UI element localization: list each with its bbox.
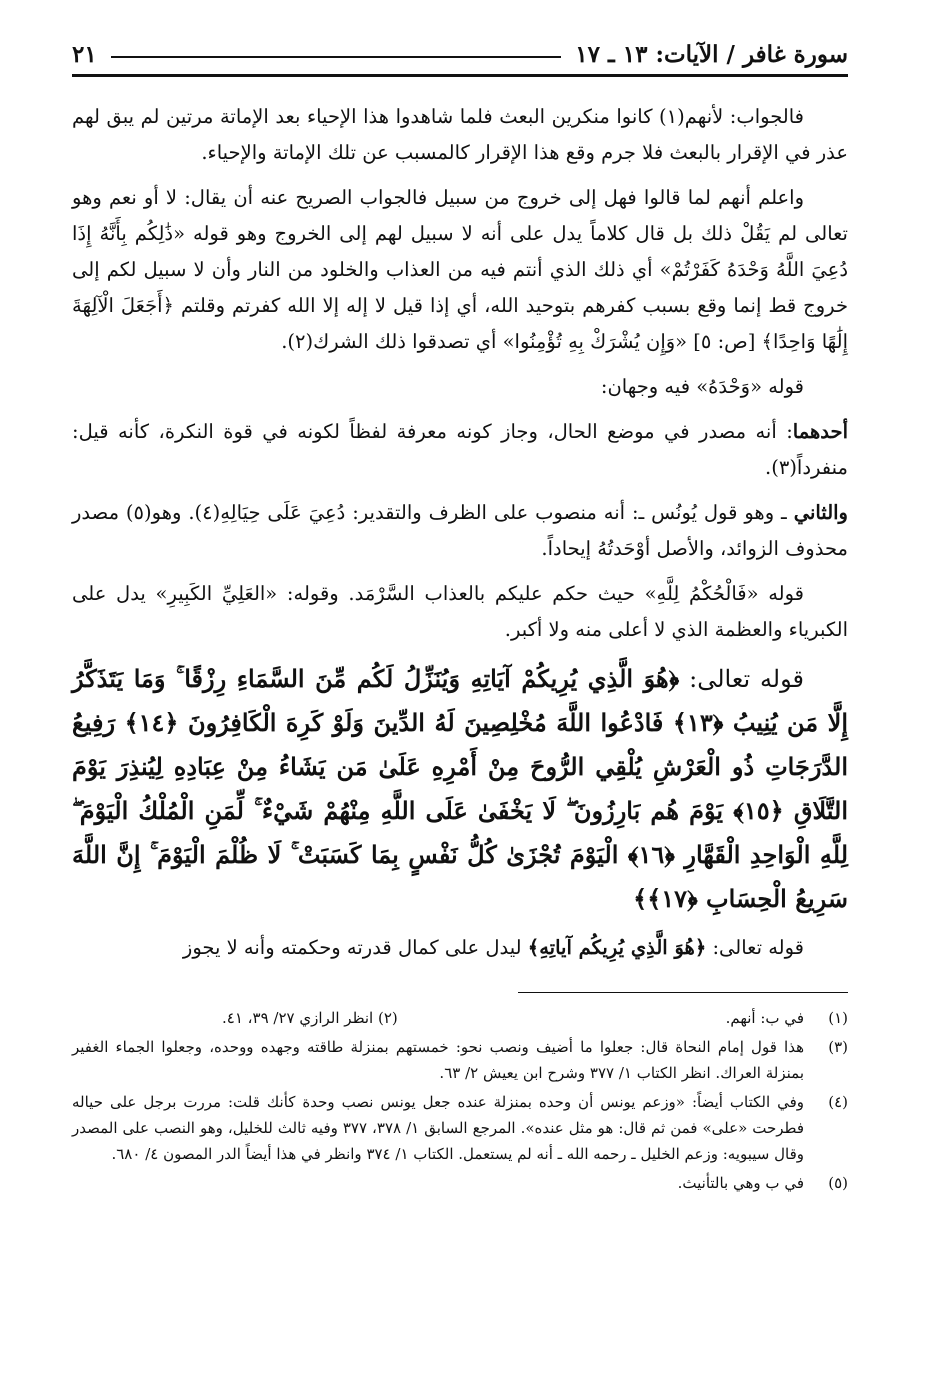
paragraph-commentary: [72, 930, 848, 966]
footnote-number: (٤): [828, 1093, 848, 1111]
paragraph-judgment: قوله «فَالْحُكْمُ لِلَّهِ» حيث حكم عليكم بالعذاب السَّرْمَد. وقوله: «العَلِيِّ الكَبِيرِ» يدل على الكبرياء والعظمة الذي لا أعلى منه ولا أكبر.: [72, 582, 848, 641]
paragraph-second-aspect: [72, 495, 848, 567]
first-aspect-label: أحدهما: [792, 420, 848, 443]
second-aspect-text: ـ وهو قول يُونُس ـ: أنه منصوب على الظرف والتقدير: دُعِيَ عَلَى حِيَالِهِ(٤). وهو(٥) مصدر محذوف الزوائد، والأصل أوْحَدتُهُ إيحاداً.: [72, 501, 848, 560]
main-text: [72, 99, 848, 966]
quran-verse-text: ﴿هُوَ الَّذِي يُرِيكُمْ آيَاتِهِ وَيُنَزِّلُ لَكُم مِّنَ السَّمَاءِ رِزْقًا ۚ وَمَا يَتَذَكَّرُ إِلَّا مَن يُنِيبُ ﴿١٣﴾ فَادْعُوا اللَّهَ مُخْلِصِينَ لَهُ الدِّينَ وَلَوْ كَرِهَ الْكَافِرُونَ ﴿١٤﴾ رَفِيعُ الدَّرَجَاتِ ذُو الْعَرْشِ يُلْقِي الرُّوحَ مِنْ أَمْرِهِ عَلَىٰ مَن يَشَاءُ مِنْ عِبَادِهِ لِيُنذِرَ يَوْمَ التَّلَاقِ ﴿١٥﴾ يَوْمَ هُم بَارِزُونَ ۖ لَا يَخْفَىٰ عَلَى اللَّهِ مِنْهُمْ شَيْءٌ ۚ لِّمَنِ الْمُلْكُ الْيَوْمَ ۖ لِلَّهِ الْوَاحِدِ الْقَهَّارِ ﴿١٦﴾ الْيَوْمَ تُجْزَىٰ كُلُّ نَفْسٍ بِمَا كَسَبَتْ ۚ لَا ظُلْمَ الْيَوْمَ ۚ إِنَّ اللَّهَ سَرِيعُ الْحِسَابِ ﴿١٧﴾﴾: [72, 664, 849, 913]
paragraph-answer: فالجواب: لأنهم(١) كانوا منكرين البعث فلما شاهدوا هذا الإحياء بعد الإماتة مرتين لم يبق لهم عذر في الإقرار بالبعث فلا جرم وقع هذا الإقرار كالمسبب عن تلك الإماتة والإحياء.: [72, 105, 848, 164]
footnote-text: وفي الكتاب أيضاً: «وزعم يونس أن وحده بمنزلة عنده جعل يونس نصب وحدة كأنك قلت: مررت برجل على حياله فطرحت «على» فمن ثم قال: هو مثل عنده». المرجع السابق ١/ ٣٧٨، ٣٧٧ وفيه ثالث للخليل، وهو النصب على المصدر وقال سيبويه: وزعم الخليل ـ رحمه الله ـ أنه لم يستعمل. الكتاب ١/ ٣٧٤ وانظر في هذا أيضاً الدر المصون ٤/ ٦٨٠.: [72, 1093, 805, 1163]
header-title: سورة غافر / الآيات: ١٣ ـ ١٧: [575, 41, 848, 68]
commentary-prefix: قوله تعالى:: [706, 936, 804, 959]
running-header: [72, 40, 848, 77]
second-aspect-label: والثاني: [793, 501, 848, 524]
header-rule: [111, 56, 562, 58]
quran-intro: قوله تعالى:: [689, 665, 804, 693]
page-number: ٢١: [72, 41, 97, 68]
first-aspect-text: : أنه مصدر في موضع الحال، وجاز كونه معرفة لفظاً لكونه في قوة النكرة، كأنه قيل: منفرداً(٣).: [72, 420, 848, 479]
footnote-text: في ب: أنهم.: [725, 1009, 804, 1027]
footnote-text: هذا قول إمام النحاة قال: جعلوا ما أضيف ونصب نحو: خمستهم بمنزلة طاقته وجهده ووحده، وجعلوا الجماء الغفير بمنزلة العراك. انظر الكتاب ١/ ٣٧٧ وشرح ابن يعيش ٢/ ٦٣.: [72, 1038, 804, 1082]
commentary-text: ليدل على كمال قدرته وحكمته وأنه لا يجوز: [182, 936, 528, 959]
paragraph-explanation: واعلم أنهم لما قالوا فهل إلى خروج من سبيل فالجواب الصريح عنه أن يقال: لا أو نعم وهو تعالى لم يَقُلْ ذلك بل قال كلاماً يدل على أنه لا سبيل لهم إلى الخروج وهو قوله «ذَٰلِكُم بِأَنَّهُ إِذَا دُعِيَ اللَّهُ وَحْدَهُ كَفَرْتُمْ» أي ذلك الذي أنتم فيه من العذاب والخلود من النار وأن لا سبيل لكم إلى خروج قط إنما وقع بسبب كفرهم بتوحيد الله، أي إذا قيل لا إله إلا الله كفرتم وقلتم ﴿أَجَعَلَ الْآلِهَةَ إِلَٰهًا وَاحِدًا﴾ [ص: ٥] «وَإِن يُشْرَكْ بِهِ تُؤْمِنُوا» أي تصدقوا ذلك الشرك(٢).: [72, 186, 848, 353]
footnotes: [72, 1005, 848, 1196]
footnote-number: (٣): [828, 1038, 848, 1056]
footnote-row-1-2: [72, 1005, 848, 1034]
paragraph-two-aspects: قوله «وَحْدَهُ» فيه وجهان:: [600, 375, 804, 398]
quran-verses: [72, 657, 848, 921]
footnote-text: في ب وهي بالتأنيث.: [677, 1174, 804, 1192]
footnote-1: [726, 1005, 848, 1031]
footnote-2: [222, 1005, 398, 1031]
footnote-separator: [518, 992, 848, 993]
footnote-4: [72, 1089, 848, 1167]
commentary-quote: ﴿هُوَ الَّذِي يُرِيكُم آياتِهِ﴾: [527, 936, 707, 959]
footnote-3: [72, 1034, 848, 1086]
footnote-number: (٥): [828, 1174, 848, 1192]
footnote-text: (٢) انظر الرازي ٢٧/ ٣٩، ٤١.: [222, 1009, 398, 1027]
paragraph-first-aspect: [72, 414, 848, 486]
footnote-number: (١): [828, 1009, 848, 1027]
book-page: [72, 40, 848, 1199]
footnote-5: [72, 1170, 848, 1196]
